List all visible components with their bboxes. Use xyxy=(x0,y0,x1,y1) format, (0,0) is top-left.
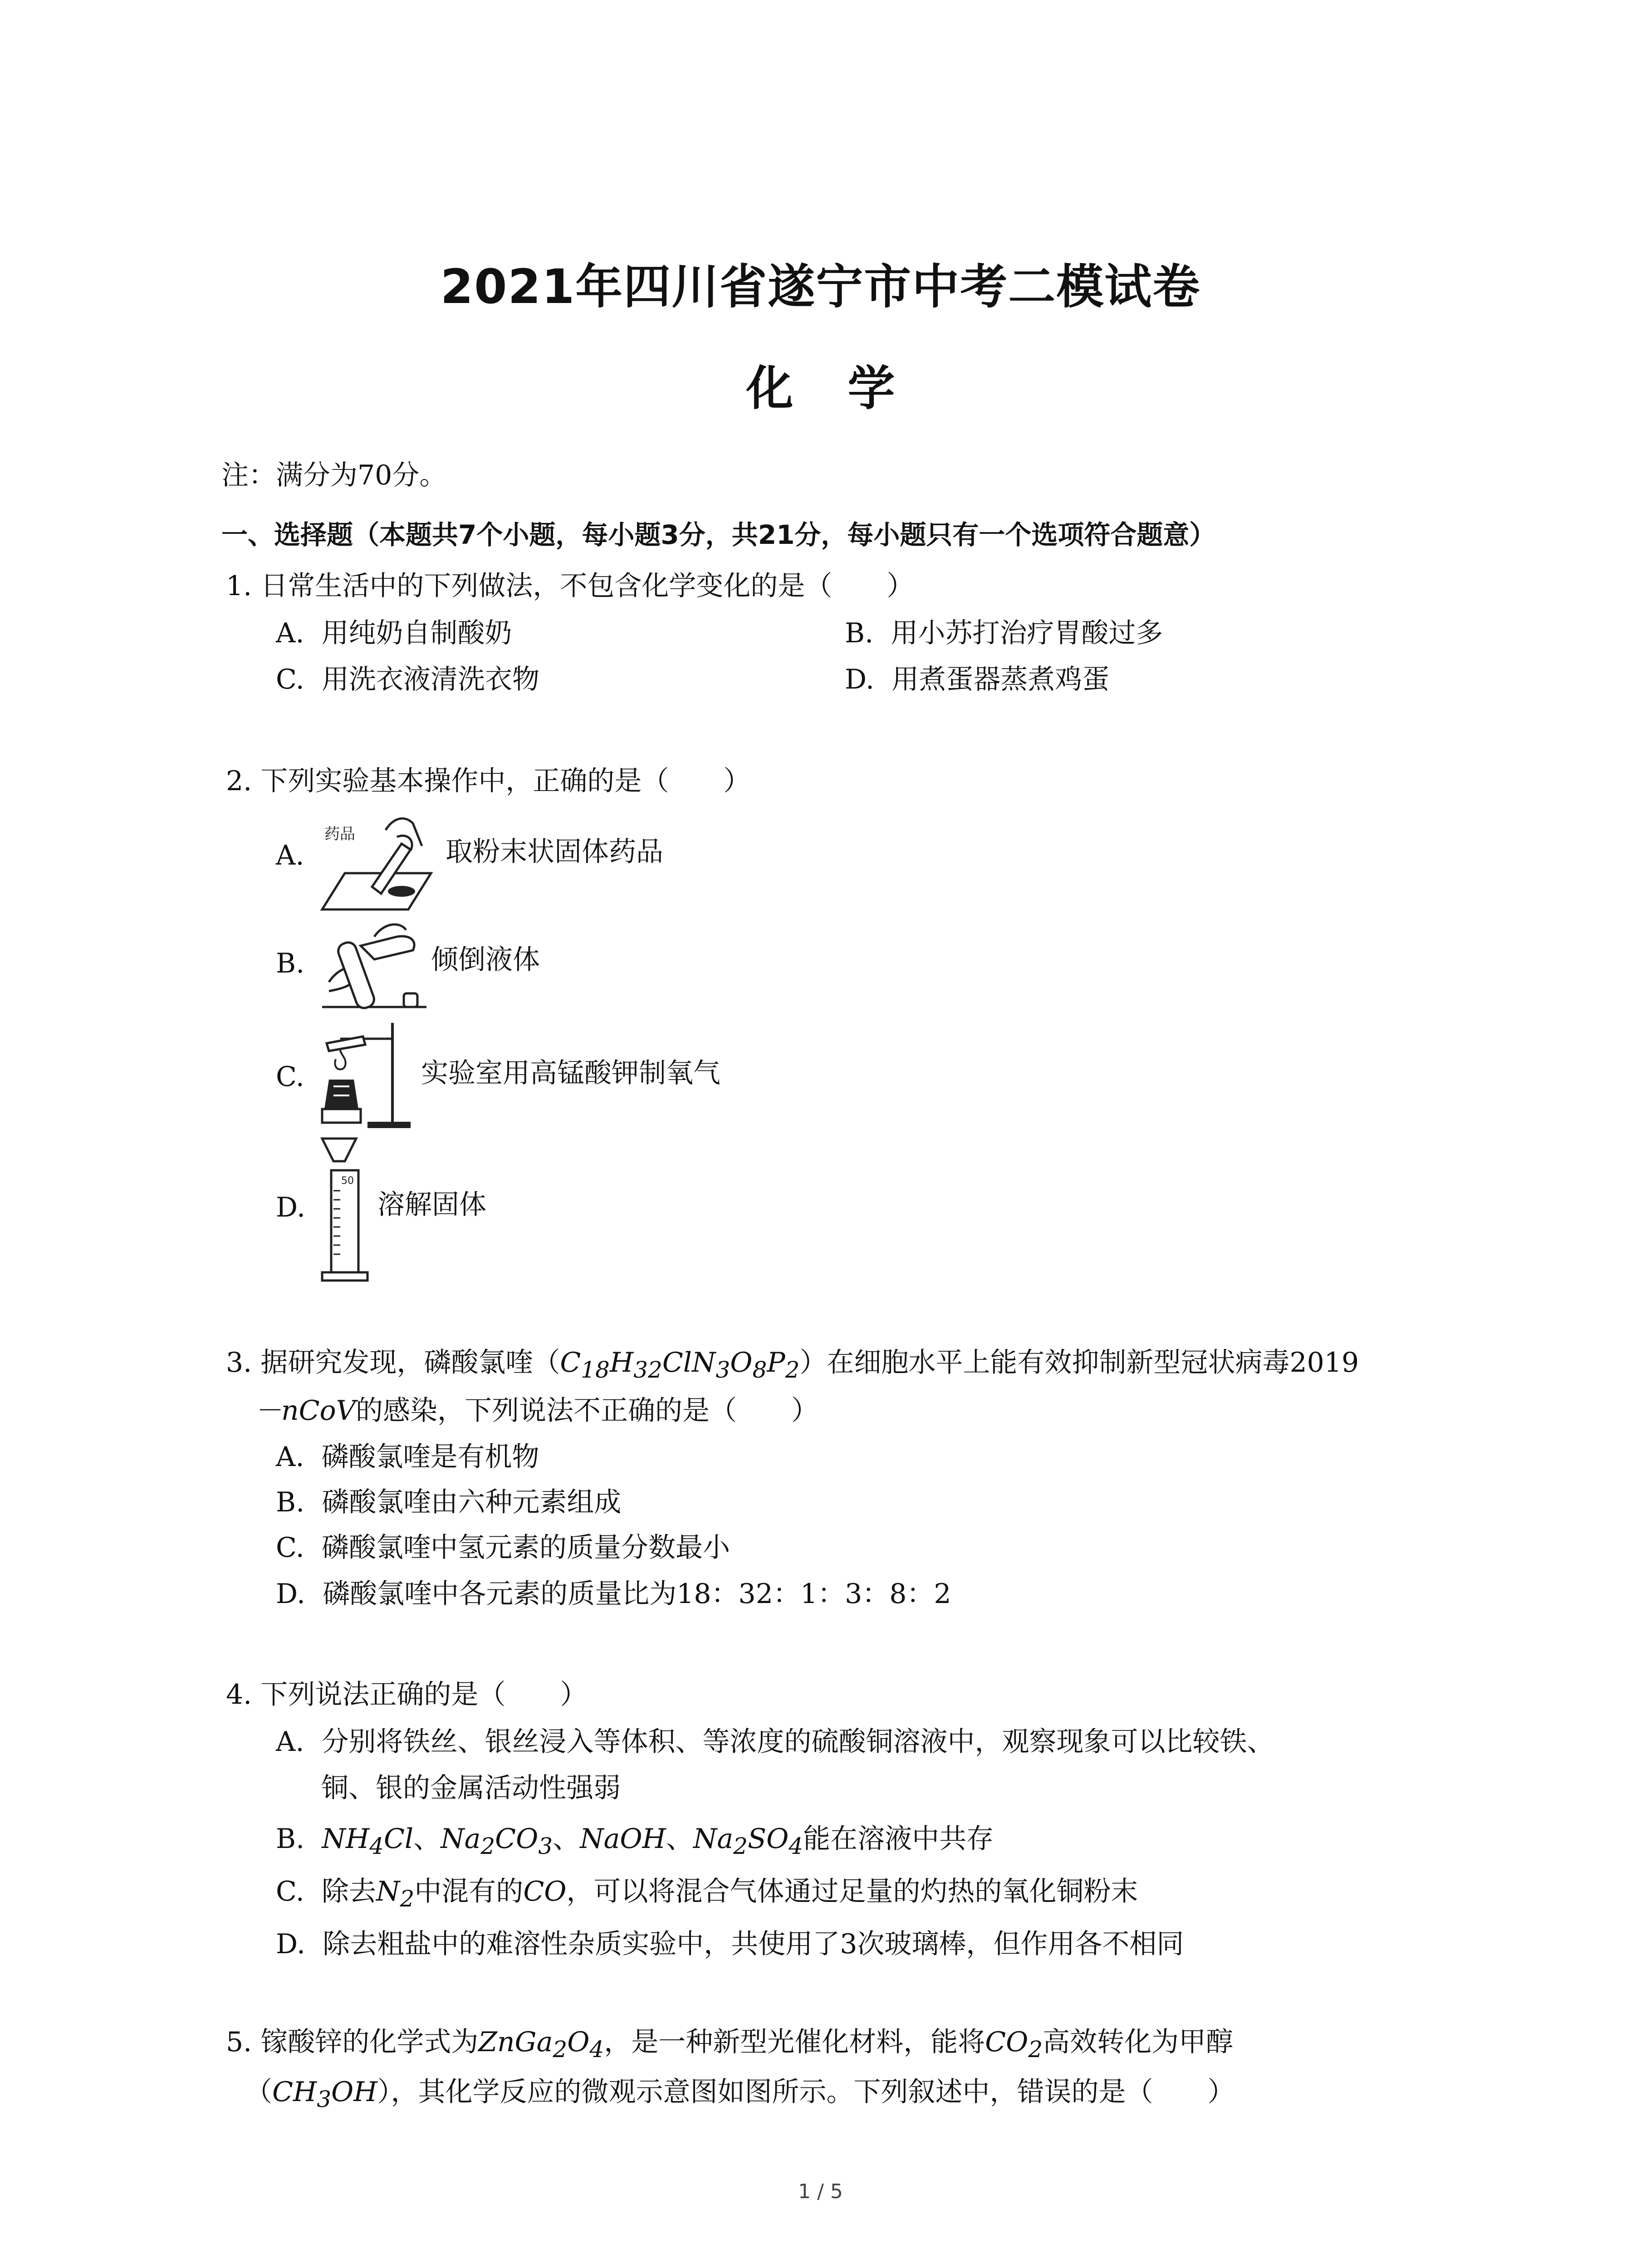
option-label: B. xyxy=(845,617,874,649)
option-label: B. xyxy=(276,1823,305,1855)
stem-text: ，是一种新型光催化材料，能将 xyxy=(604,2026,985,2058)
stem-line2: 的感染，下列说法不正确的是（ ） xyxy=(356,1395,819,1427)
option-text: 分别将铁丝、银丝浸入等体积、等浓度的硫酸铜溶液中，观察现象可以比较铁、 xyxy=(321,1726,1274,1758)
q2-option-c-label: C. xyxy=(276,1061,304,1093)
q1-option-b xyxy=(845,616,1163,650)
dissolving-solid-figure xyxy=(313,1134,377,1284)
stem-prefix: 3. 据研究发现，磷酸氯喹（ xyxy=(226,1347,560,1378)
option-label: C. xyxy=(276,664,304,695)
q3-option-a xyxy=(276,1440,539,1474)
stem-text: 高效转化为甲醇 xyxy=(1043,2026,1234,2058)
page-title: 2021年四川省遂宁市中考二模试卷 xyxy=(440,259,1201,314)
figure-text-scale: 50 xyxy=(341,1175,354,1187)
stem-text: 5. 镓酸锌的化学式为 xyxy=(226,2026,479,2058)
q3-option-c xyxy=(276,1530,730,1565)
formula-chloroquine-phosphate: $C_{18}H_{32}ClN_3O_8P_2$ xyxy=(560,1347,800,1383)
option-text: 中混有的 xyxy=(414,1876,524,1907)
option-text: 磷酸氯喹是有机物 xyxy=(321,1441,539,1473)
q1-option-d xyxy=(845,662,1109,697)
option-label: B. xyxy=(276,1486,305,1518)
q2-option-a-text: 取粉末状固体药品 xyxy=(446,836,663,868)
virus-name: －nCoV xyxy=(254,1395,356,1427)
formula-nitrogen: $N_2$ xyxy=(376,1876,415,1912)
option-text: 磷酸氯喹中各元素的质量比为18：32：1：3：8：2 xyxy=(323,1578,951,1610)
formula-carbon-monoxide: CO xyxy=(523,1876,567,1907)
option-label: A. xyxy=(276,1726,304,1758)
question-3-stem-line2 xyxy=(254,1393,818,1428)
option-text: 磷酸氯喹中氢元素的质量分数最小 xyxy=(322,1532,730,1564)
option-label: C. xyxy=(276,1876,304,1907)
question-3-stem xyxy=(226,1345,1359,1387)
q2-option-d-text: 溶解固体 xyxy=(377,1189,486,1221)
q2-option-d-label: D. xyxy=(276,1192,306,1223)
question-5-stem-line2 xyxy=(245,2075,1235,2116)
question-2-stem: 2. 下列实验基本操作中，正确的是（ ） xyxy=(226,765,751,797)
q2-option-b-text: 倾倒液体 xyxy=(431,944,540,976)
q1-option-c xyxy=(276,662,539,697)
formula-methanol: $CH_3OH$ xyxy=(272,2076,377,2112)
option-text: 磷酸氯喹由六种元素组成 xyxy=(322,1486,622,1518)
page-number: 1 / 5 xyxy=(798,2180,843,2203)
option-text: 用小苏打治疗胃酸过多 xyxy=(891,617,1163,649)
formula-sodium-hydroxide: NaOH xyxy=(580,1823,666,1855)
q4-option-a xyxy=(276,1725,1274,1759)
q2-option-b-label: B. xyxy=(276,948,305,979)
option-label: A. xyxy=(276,617,304,649)
q4-option-c xyxy=(276,1874,1138,1916)
q3-option-d xyxy=(276,1577,951,1611)
stem-text: （ xyxy=(245,2076,272,2108)
q2-option-a-label: A. xyxy=(276,840,304,871)
oxygen-preparation-figure xyxy=(313,1018,413,1132)
q3-option-b xyxy=(276,1485,621,1520)
option-label: C. xyxy=(276,1532,304,1564)
q4-option-b: B. $NH_4Cl$、$Na_2CO_3$、NaOH、$Na_2SO_4$能在溶液中共存 xyxy=(276,1823,994,1859)
pouring-liquid-figure xyxy=(320,914,429,1018)
q1-option-a xyxy=(276,616,512,650)
section-heading: 一、选择题（本题共7个小题，每小题3分，共21分，每小题只有一个选项符合题意） xyxy=(221,519,1216,550)
option-label: A. xyxy=(276,1441,304,1473)
option-text: 用煮蛋器蒸煮鸡蛋 xyxy=(892,664,1110,695)
option-text: ，可以将混合气体通过足量的灼热的氧化铜粉末 xyxy=(566,1876,1138,1907)
option-text: 除去 xyxy=(322,1876,376,1907)
subject-title: 化学 xyxy=(746,361,950,416)
stem-text: ），其化学反应的微观示意图如图所示。下列叙述中，错误的是（ ） xyxy=(377,2076,1235,2108)
figure-text-reagent: 药品 xyxy=(324,825,355,843)
q2-option-c-text: 实验室用高锰酸钾制氧气 xyxy=(421,1057,720,1089)
option-label: D. xyxy=(276,1928,306,1960)
question-5-stem xyxy=(226,2025,1233,2067)
option-label: D. xyxy=(845,664,875,695)
formula-zinc-gallate: $ZnGa_2O_4$ xyxy=(478,2026,604,2063)
formula-list: $NH_4Cl$ xyxy=(322,1823,414,1859)
option-text: 用纯奶自制酸奶 xyxy=(321,617,512,649)
stem-suffix: ）在细胞水平上能有效抑制新型冠状病毒2019 xyxy=(799,1347,1359,1378)
question-1-stem: 1. 日常生活中的下列做法，不包含化学变化的是（ ） xyxy=(226,570,914,602)
option-label: D. xyxy=(276,1578,306,1610)
option-text: 用洗衣液清洗衣物 xyxy=(322,664,539,695)
formula-sodium-carbonate: $Na_2CO_3$ xyxy=(441,1823,553,1859)
formula-carbon-dioxide: $CO_2$ xyxy=(985,2026,1043,2063)
powder-sampling-figure xyxy=(318,805,436,914)
question-4-stem: 4. 下列说法正确的是（ ） xyxy=(226,1679,588,1711)
formula-sodium-sulfate: $Na_2SO_4$ xyxy=(693,1823,803,1859)
score-note: 注：满分为70分。 xyxy=(221,459,447,491)
q4-option-d xyxy=(276,1927,1184,1961)
q4-option-a-line2: 铜、银的金属活动性强弱 xyxy=(321,1772,621,1804)
option-text: 除去粗盐中的难溶性杂质实验中，共使用了3次玻璃棒，但作用各不相同 xyxy=(323,1928,1184,1960)
